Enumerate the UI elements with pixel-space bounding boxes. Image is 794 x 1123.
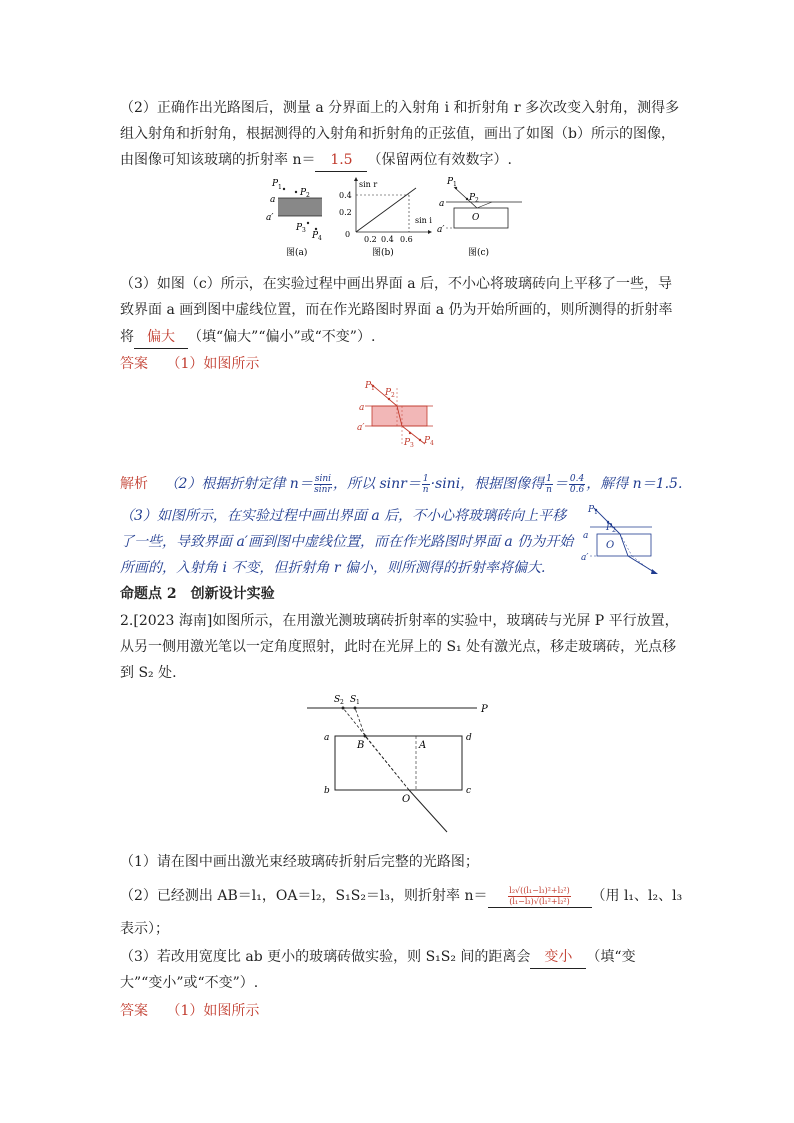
frac1-den: sinr	[314, 484, 332, 495]
frac4-den: 0.6	[569, 484, 585, 495]
fig-c-caption: 图(c)	[468, 248, 490, 258]
q2-line-1: （2）正确作出光路图后，测量 a 分界面上的入射角 i 和折射角 r 多次改变入射角，测得多	[120, 100, 680, 116]
fig-c-label-aprime: a′	[437, 225, 445, 235]
q3-fig-P: P	[481, 704, 488, 715]
q3-fig-c: c	[466, 786, 472, 796]
fig-a-glass	[278, 198, 322, 216]
q3-fig-s1: 1	[356, 699, 360, 706]
q3-fig-s2: 2	[340, 699, 344, 706]
q3-line-2: 从另一侧用激光笔以一定角度照射，此时在光屏上的 S₁ 处有激光点，移走玻璃砖，光点移	[120, 639, 677, 655]
fig-b-caption: 图(b)	[372, 248, 394, 258]
q2p3-line-3	[120, 326, 375, 349]
q2-line-3-post: （保留两位有效数字）.	[367, 152, 512, 168]
analysis-3-line3: 所画的，入射角 i 不变，但折射角 r 偏小，则所测得的折射率将偏大.	[120, 560, 546, 576]
ans-fig-sub4: 4	[430, 440, 434, 447]
q3-fig-a: a	[324, 733, 330, 743]
ans-fig-sub3: 3	[410, 442, 414, 449]
analysis-3-line1: （3）如图所示，在实验过程中画出界面 a 后，不小心将玻璃砖向上平移	[120, 508, 567, 524]
q3-p2-pre: （2）已经测出 AB＝l₁，OA＝l₂，S₁S₂＝l₃，则折射率 n＝	[120, 888, 488, 904]
q3-fig-S2: S	[334, 695, 341, 705]
q3-p3-line2: 大”“变小”或“不变”）.	[120, 975, 259, 991]
ans-fig-sub1: 1	[371, 385, 375, 392]
fig-b-xlabel: sin i	[415, 216, 432, 225]
ans-fig-P4: P	[424, 436, 431, 446]
frac3-num: 1	[546, 473, 552, 484]
ans-fig-aprime: a′	[357, 423, 365, 433]
fig-b-ytick-2: 0	[345, 230, 351, 239]
q3-answer-text: （1）如图所示	[166, 1003, 260, 1019]
q3-p3	[120, 946, 636, 969]
section-title: 命题点 2 创新设计实验	[120, 586, 275, 602]
answer-label: 答案	[120, 356, 148, 372]
fig-a-P4: P	[312, 231, 319, 241]
an-fig-aprime: a′	[581, 553, 589, 563]
fig-b-ytick-1: 0.2	[339, 208, 352, 217]
q2p3-answer-blank: 偏大	[134, 326, 188, 349]
q3-fig-O: O	[402, 794, 411, 805]
ans-fig-a: a	[359, 403, 365, 413]
fig-b-xtick-1: 0.4	[381, 235, 394, 244]
analysis-frac3	[545, 474, 553, 495]
q2-line-3	[120, 149, 512, 172]
analysis-2a: （2）根据折射定律 n＝	[164, 476, 313, 492]
analysis-3-line2: 了一些，导致界面 a′画到图中虚线位置，而在作光路图时界面 a 仍为开始	[120, 534, 574, 550]
q3-p2-den: (l₁−l₃)√(l₁²+l₂²)	[509, 896, 570, 906]
fig-a-sub3: 3	[302, 227, 306, 234]
fig-b-ylabel: sin r	[359, 180, 378, 189]
frac4-num: 0.4	[569, 473, 585, 484]
analysis-label: 解析	[120, 476, 148, 492]
q2p3-line-3-post: （填“偏大”“偏小”或“不变”）.	[188, 329, 376, 345]
frac2-den: n	[422, 484, 429, 495]
fig-b-xtick-2: 0.6	[400, 235, 413, 244]
q3-p2-blank	[488, 885, 592, 908]
analysis-2d: ＝	[553, 476, 568, 492]
figures-abc	[260, 175, 530, 260]
fig-a-P2: P	[300, 188, 307, 198]
fig-a-label-a: a	[270, 195, 276, 205]
q3-p2-line2: 表示）；	[120, 921, 169, 937]
fig-c-sub2: 2	[475, 197, 479, 204]
an-fig-a: a	[583, 531, 589, 541]
fig-a-label-aprime: a′	[266, 213, 274, 223]
an-fig-sub1: 1	[594, 509, 598, 516]
analysis-part2	[120, 473, 682, 495]
q3-p2-post: （用 l₁、l₂、l₃	[591, 888, 683, 904]
q2-line-2: 组入射角和折射角，根据测得的入射角和折射角的正弦值，画出了如图（b）所示的图像，	[120, 126, 675, 142]
ans-fig-P2: P	[385, 388, 392, 398]
figure-c	[437, 177, 522, 258]
analysis-frac4	[569, 474, 585, 495]
q2-answer-blank: 1.5	[315, 149, 367, 172]
q2-line-3-pre: 由图像可知该玻璃的折射率 n＝	[120, 152, 316, 168]
q2p3-line-1: （3）如图（c）所示，在实验过程中画出界面 a 后，不小心将玻璃砖向上平移了一些，导	[120, 276, 672, 292]
answer-text: （1）如图所示	[166, 356, 260, 372]
q3-p2-frac	[508, 886, 570, 907]
fig-b-ytick-0: 0.4	[339, 191, 352, 200]
q2p3-line-2: 致界面 a 画到图中虚线位置，而在作光路图时界面 a 仍为开始所画的，则所测得的折射率	[120, 302, 673, 318]
ans-fig-P1: P	[365, 381, 372, 391]
fig-b-line	[356, 188, 416, 232]
q3-fig-S1: S	[350, 695, 357, 705]
answer-1	[120, 353, 259, 375]
figure-b	[339, 177, 432, 258]
q3-line-3: 到 S₂ 处.	[120, 665, 177, 681]
q2p3-line-3-pre: 将	[120, 329, 134, 345]
q3-p3-post: （填“变	[586, 949, 636, 965]
analysis-frac1	[314, 474, 332, 495]
analysis-2e: ，解得 n＝1.5.	[586, 476, 683, 492]
q3-answer	[120, 1000, 259, 1022]
an-fig-P2: P	[606, 523, 613, 533]
fig-c-P1: P	[447, 177, 454, 187]
q3-fig-A: A	[419, 740, 427, 751]
analysis-figure	[580, 500, 680, 580]
q3-p1: （1）请在图中画出激光束经玻璃砖折射后完整的光路图；	[120, 854, 479, 870]
q3-figure	[305, 690, 495, 840]
q3-line-1: 2.[2023 海南]如图所示，在用激光测玻璃砖折射率的实验中，玻璃砖与光屏 P 平行放置，	[120, 613, 679, 629]
fig-a-sub1: 1	[278, 184, 282, 191]
analysis-2b: ，所以 sinr＝	[333, 476, 421, 492]
q3-p2	[120, 885, 682, 908]
fig-a-sub4: 4	[318, 235, 322, 242]
fig-a-caption: 图(a)	[286, 248, 308, 258]
q3-p3-pre: （3）若改用宽度比 ab 更小的玻璃砖做实验，则 S₁S₂ 间的距离会	[120, 949, 531, 965]
frac2-num: 1	[422, 473, 429, 484]
fig-a-P1: P	[272, 179, 279, 189]
fig-c-P2: P	[469, 193, 476, 203]
q3-fig-b: b	[324, 786, 330, 796]
fig-c-label-a: a	[439, 199, 445, 209]
an-fig-sub2: 2	[612, 527, 616, 534]
fig-b-xtick-0: 0.2	[364, 235, 377, 244]
frac1-num: sini	[314, 473, 331, 484]
fig-a-P3: P	[296, 223, 303, 233]
fig-a-sub2: 2	[306, 192, 310, 199]
fig-c-O: O	[472, 213, 480, 223]
q3-p3-blank: 变小	[530, 946, 586, 969]
analysis-2c: ·sini，根据图像得	[430, 476, 545, 492]
analysis-frac2	[422, 474, 430, 495]
q3-p2-num: l₂√((l₁−l₃)²+l₂²)	[509, 885, 570, 895]
figure-a	[266, 179, 322, 258]
fig-c-sub1: 1	[453, 181, 457, 188]
ans-fig-P3: P	[404, 438, 411, 448]
an-fig-P1: P	[588, 505, 595, 515]
q3-answer-label: 答案	[120, 1003, 148, 1019]
answer-figure	[355, 378, 445, 453]
q3-fig-d: d	[466, 733, 472, 743]
frac3-den: n	[546, 484, 552, 495]
q3-fig-B: B	[357, 740, 365, 751]
ans-fig-sub2: 2	[391, 392, 395, 399]
an-fig-O: O	[606, 540, 615, 551]
